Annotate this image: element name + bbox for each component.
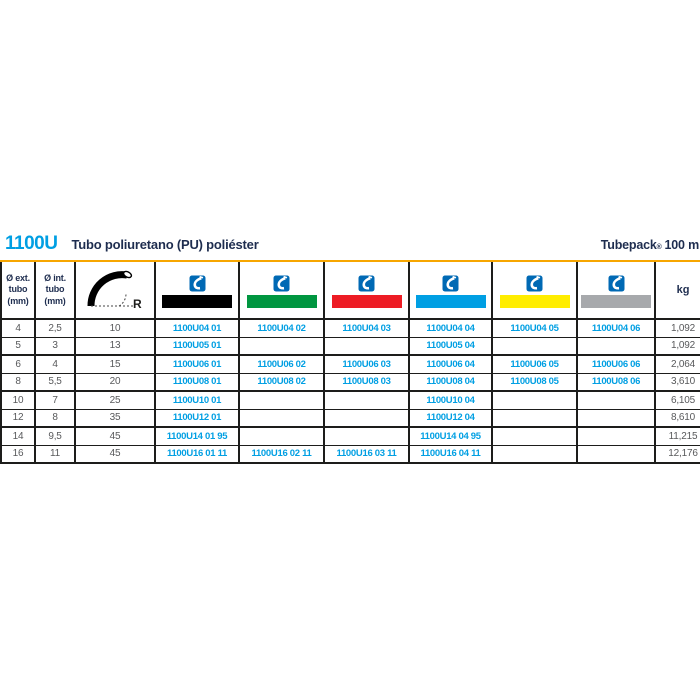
cell-bend-radius: 45 xyxy=(75,445,155,463)
svg-text:R: R xyxy=(133,296,142,310)
col-header-color-red xyxy=(324,262,409,319)
table-header-row xyxy=(1,262,700,319)
col-header-color-black xyxy=(155,262,239,319)
col-header-color-yellow xyxy=(492,262,577,319)
cell-weight: 1,092 xyxy=(655,319,700,337)
part-number-cell xyxy=(492,337,577,355)
bend-radius-icon xyxy=(81,266,149,310)
part-number-cell: 1100U12 01 xyxy=(155,409,239,427)
part-number-cell: 1100U05 01 xyxy=(155,337,239,355)
cell-weight: 12,176 xyxy=(655,445,700,463)
cell-bend-radius: 15 xyxy=(75,355,155,373)
part-number-cell: 1100U16 02 11 xyxy=(239,445,324,463)
part-number-cell xyxy=(577,337,655,355)
cell-id: 5,5 xyxy=(35,373,75,391)
part-number-cell xyxy=(577,391,655,409)
tube-pack-icon xyxy=(273,275,290,292)
cell-bend-radius: 20 xyxy=(75,373,155,391)
part-number-cell xyxy=(239,391,324,409)
part-number-cell: 1100U06 06 xyxy=(577,355,655,373)
part-number-cell: 1100U08 05 xyxy=(492,373,577,391)
table-row xyxy=(1,427,700,445)
tube-pack-icon xyxy=(189,275,206,292)
part-number-cell: 1100U10 04 xyxy=(409,391,492,409)
cell-bend-radius: 10 xyxy=(75,319,155,337)
cell-weight: 11,215 xyxy=(655,427,700,445)
part-number-cell: 1100U14 04 95 xyxy=(409,427,492,445)
part-number-cell: 1100U10 01 xyxy=(155,391,239,409)
cell-id: 11 xyxy=(35,445,75,463)
cell-od: 14 xyxy=(1,427,35,445)
cell-bend-radius: 25 xyxy=(75,391,155,409)
page-header xyxy=(5,233,700,255)
cell-od: 16 xyxy=(1,445,35,463)
cell-bend-radius: 45 xyxy=(75,427,155,445)
cell-id: 9,5 xyxy=(35,427,75,445)
cell-od: 12 xyxy=(1,409,35,427)
cell-od: 8 xyxy=(1,373,35,391)
tubepack-length: 100 m xyxy=(664,238,699,252)
table-row xyxy=(1,337,700,355)
table-row xyxy=(1,391,700,409)
part-number-cell: 1100U06 05 xyxy=(492,355,577,373)
part-number-cell xyxy=(324,427,409,445)
table-row xyxy=(1,319,700,337)
part-number-cell: 1100U04 03 xyxy=(324,319,409,337)
part-number-cell: 1100U05 04 xyxy=(409,337,492,355)
color-swatch-blue xyxy=(416,295,486,308)
cell-id: 8 xyxy=(35,409,75,427)
color-swatch-black xyxy=(162,295,232,308)
table-row xyxy=(1,409,700,427)
tube-pack-icon xyxy=(358,275,375,292)
col-header-inner-diameter: Ø int. tubo (mm) xyxy=(35,262,75,319)
part-number-cell xyxy=(577,409,655,427)
table-row xyxy=(1,373,700,391)
registered-mark: ® xyxy=(656,244,662,251)
cell-id: 4 xyxy=(35,355,75,373)
cell-weight: 2,064 xyxy=(655,355,700,373)
col-header-outer-diameter: Ø ext. tubo (mm) xyxy=(1,262,35,319)
part-number-cell: 1100U08 04 xyxy=(409,373,492,391)
part-number-cell xyxy=(239,337,324,355)
cell-id: 7 xyxy=(35,391,75,409)
page-title: Tubo poliuretano (PU) poliéster xyxy=(71,237,259,252)
product-code: 1100U xyxy=(5,233,58,254)
color-swatch-yellow xyxy=(500,295,570,308)
col-header-bend-radius xyxy=(75,262,155,319)
part-number-cell: 1100U06 04 xyxy=(409,355,492,373)
part-number-cell xyxy=(492,409,577,427)
tube-pack-icon xyxy=(442,275,459,292)
col-header-color-silver xyxy=(577,262,655,319)
cell-bend-radius: 13 xyxy=(75,337,155,355)
part-number-cell: 1100U08 01 xyxy=(155,373,239,391)
part-number-cell: 1100U04 04 xyxy=(409,319,492,337)
part-number-cell xyxy=(239,409,324,427)
cell-bend-radius: 35 xyxy=(75,409,155,427)
part-number-cell: 1100U16 01 11 xyxy=(155,445,239,463)
cell-weight: 1,092 xyxy=(655,337,700,355)
col-header-color-green xyxy=(239,262,324,319)
part-number-cell xyxy=(324,337,409,355)
part-number-cell xyxy=(324,409,409,427)
color-swatch-green xyxy=(247,295,317,308)
part-number-cell: 1100U06 02 xyxy=(239,355,324,373)
product-table xyxy=(0,262,700,464)
part-number-cell xyxy=(239,427,324,445)
part-number-cell: 1100U04 05 xyxy=(492,319,577,337)
cell-id: 2,5 xyxy=(35,319,75,337)
part-number-cell: 1100U14 01 95 xyxy=(155,427,239,445)
tubepack-label xyxy=(601,238,700,252)
col-header-color-blue xyxy=(409,262,492,319)
part-number-cell: 1100U16 03 11 xyxy=(324,445,409,463)
part-number-cell xyxy=(492,427,577,445)
part-number-cell: 1100U06 01 xyxy=(155,355,239,373)
tubepack-name: Tubepack xyxy=(600,238,657,252)
part-number-cell xyxy=(577,427,655,445)
cell-weight: 6,105 xyxy=(655,391,700,409)
part-number-cell: 1100U06 03 xyxy=(324,355,409,373)
cell-id: 3 xyxy=(35,337,75,355)
cell-od: 4 xyxy=(1,319,35,337)
part-number-cell: 1100U04 02 xyxy=(239,319,324,337)
cell-weight: 8,610 xyxy=(655,409,700,427)
color-swatch-silver xyxy=(581,295,651,308)
tube-pack-icon xyxy=(526,275,543,292)
part-number-cell xyxy=(324,391,409,409)
part-number-cell: 1100U08 02 xyxy=(239,373,324,391)
part-number-cell: 1100U04 06 xyxy=(577,319,655,337)
cell-weight: 3,610 xyxy=(655,373,700,391)
tube-pack-icon xyxy=(608,275,625,292)
part-number-cell: 1100U08 06 xyxy=(577,373,655,391)
color-swatch-red xyxy=(332,295,402,308)
part-number-cell xyxy=(492,445,577,463)
cell-od: 10 xyxy=(1,391,35,409)
part-number-cell: 1100U04 01 xyxy=(155,319,239,337)
cell-od: 6 xyxy=(1,355,35,373)
part-number-cell xyxy=(492,391,577,409)
part-number-cell: 1100U12 04 xyxy=(409,409,492,427)
table-row xyxy=(1,445,700,463)
cell-od: 5 xyxy=(1,337,35,355)
part-number-cell: 1100U08 03 xyxy=(324,373,409,391)
part-number-cell: 1100U16 04 11 xyxy=(409,445,492,463)
part-number-cell xyxy=(577,445,655,463)
col-header-weight: kg xyxy=(655,262,700,319)
table-row xyxy=(1,355,700,373)
